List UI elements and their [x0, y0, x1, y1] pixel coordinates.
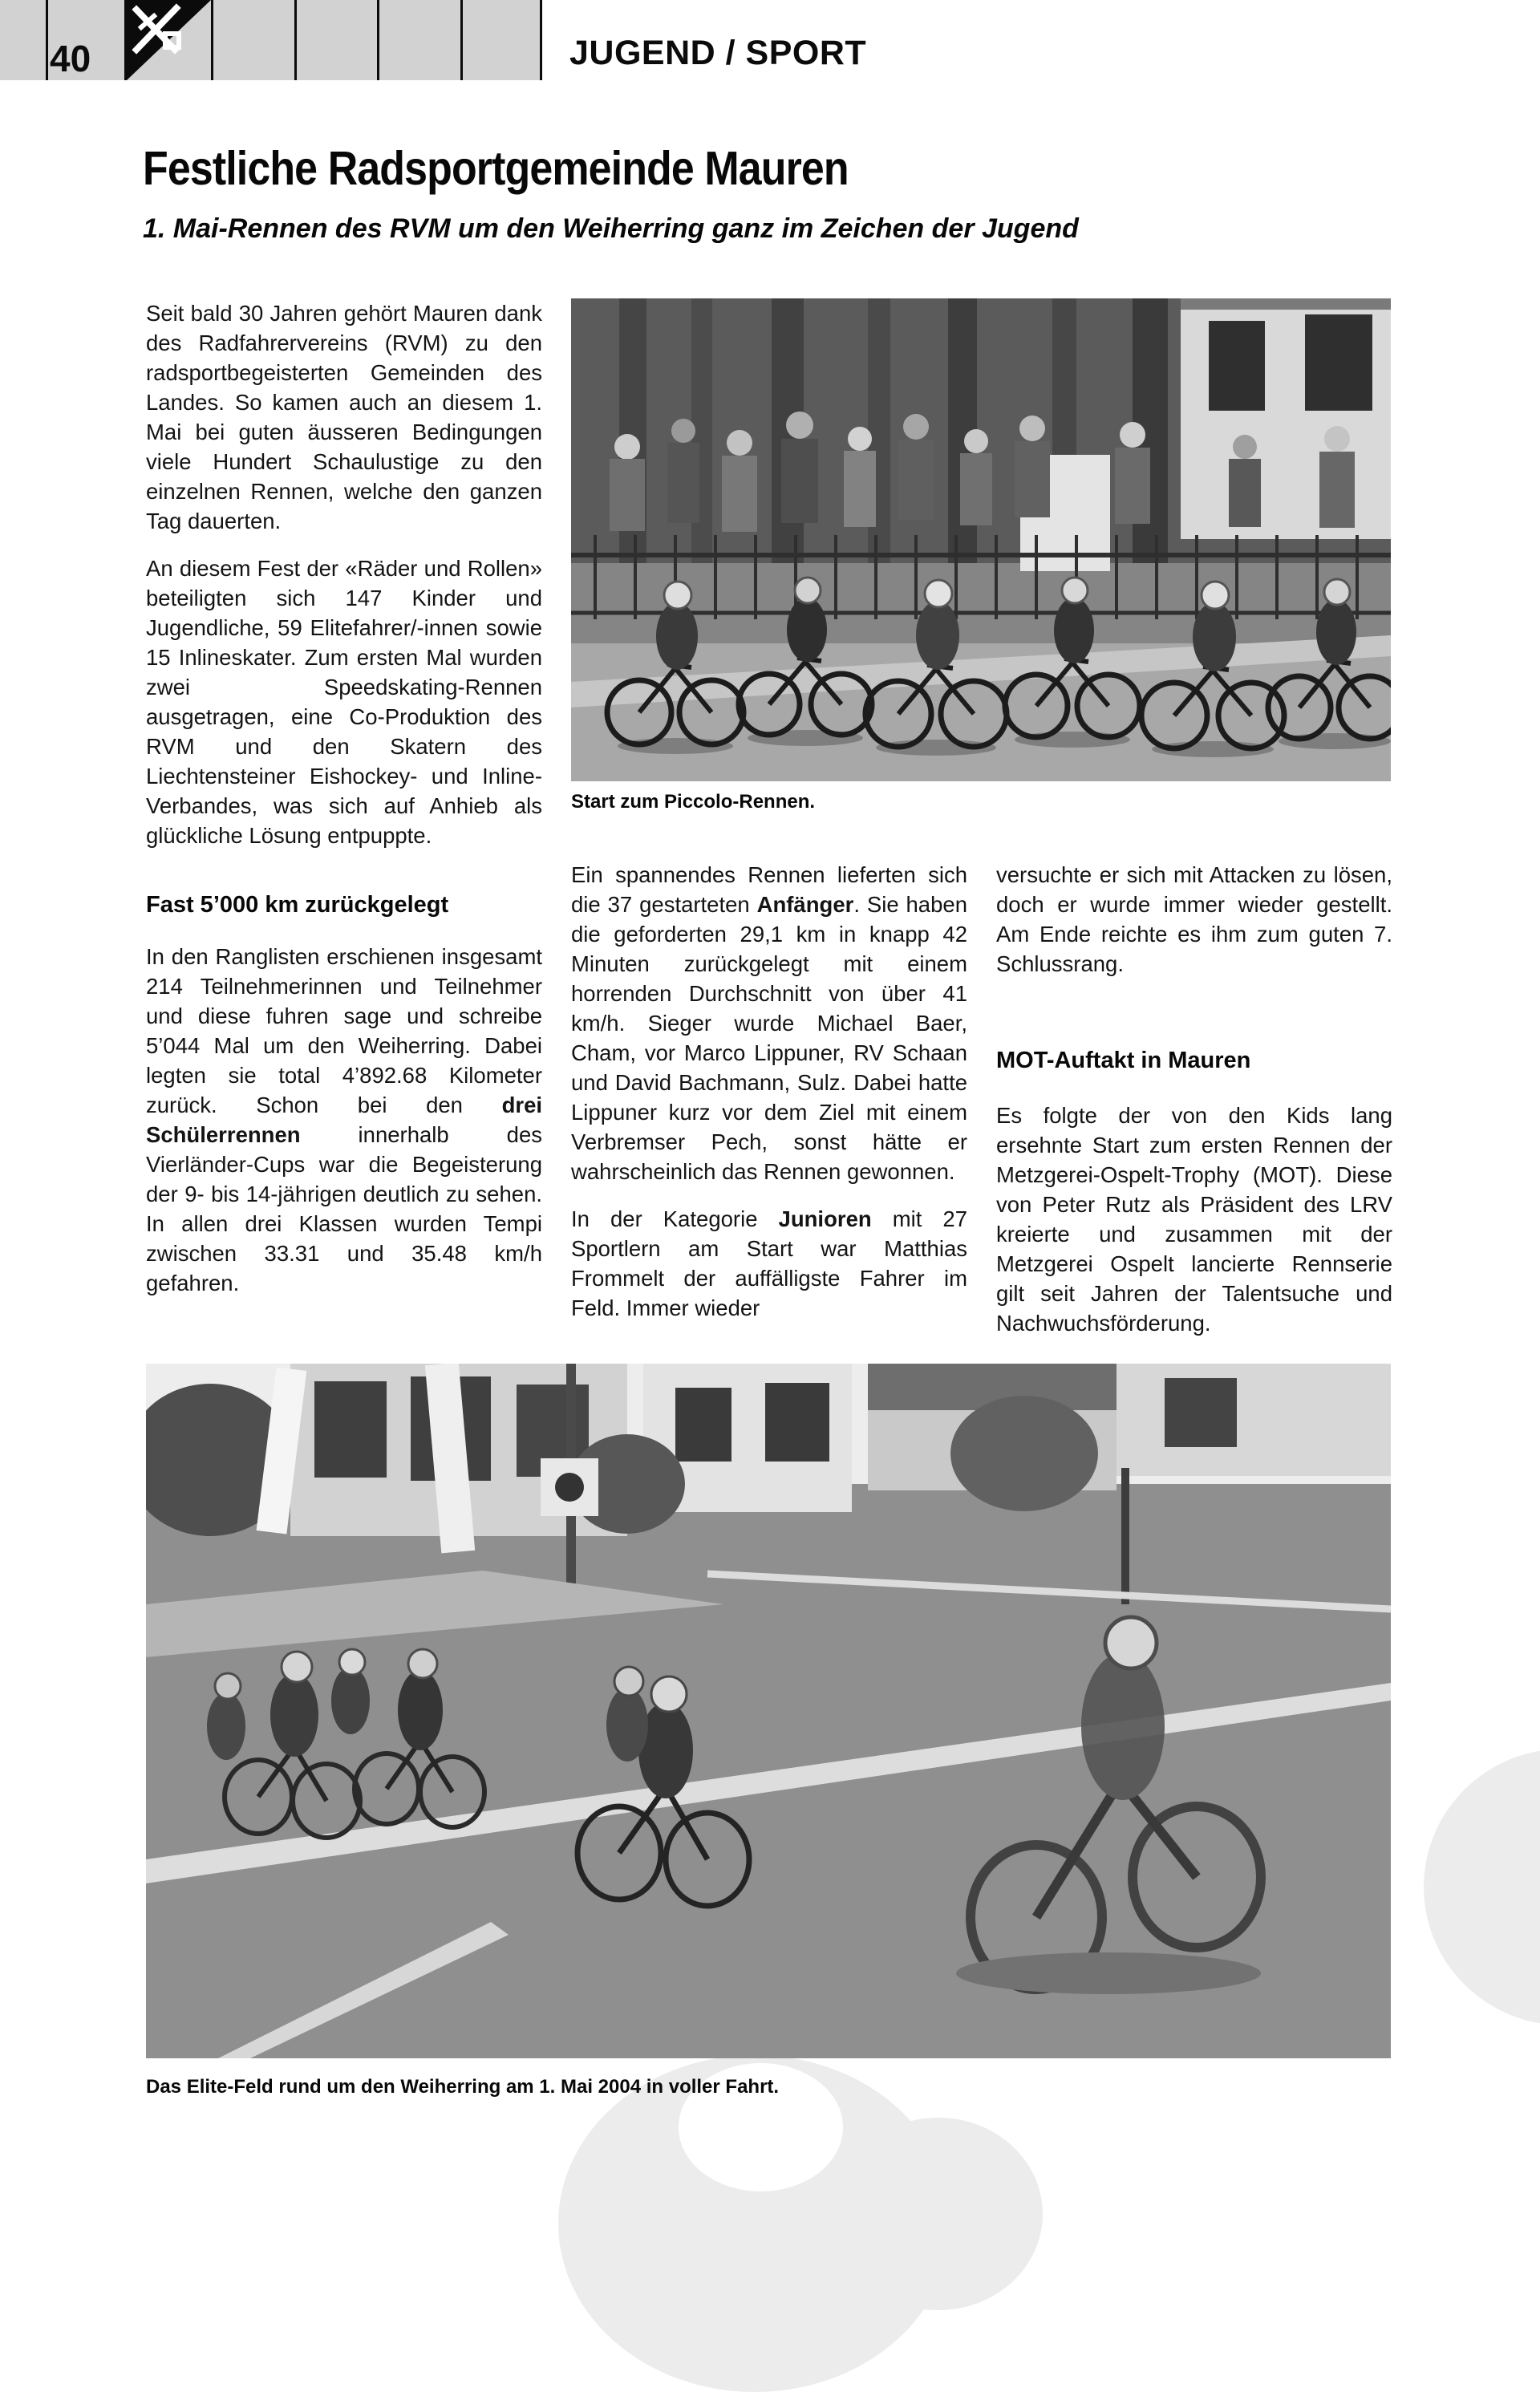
header-bar — [0, 0, 542, 80]
paragraph-bold-text: drei Schülerrennen — [146, 1093, 542, 1147]
building — [1181, 298, 1391, 539]
paragraph-text: mit 27 Sportlern am Start war Matthias Frommelt der auffälligste Fahrer im Feld. Immer wieder — [571, 1206, 968, 1320]
paragraph-text: . Sie haben die geforderten 29,1 km in knapp 42 Minuten zurückgelegt mit einem horrenden Durchschnitt von über 41 km/h. Sieger wurde Michael Baer, Cham, vor Marco Lippuner, RV Schaan und David Bachmann, Sulz. Dabei hatte Lippuner kurz vor dem Ziel mit einem Verbremser Pech, sonst hätte er wahrscheinlich das Rennen gewonnen. — [571, 892, 967, 1184]
photo-piccolo-illustration — [571, 298, 1391, 781]
header-divider — [460, 0, 463, 80]
paragraph: Seit bald 30 Jahren gehört Mauren dank des Radfahrervereins (RVM) zu den radsportbegeisterten Gemeinden des Landes. So kamen auch an diesem 1. Mai bei guten äusseren Bedingungen viele Hundert Schaulustige zu den einzelnen Rennen, welche den ganzen Tag dauerten. — [146, 301, 542, 533]
header-divider — [377, 0, 379, 80]
photo-elite-field — [146, 1364, 1391, 2058]
column-left — [146, 298, 542, 1316]
paragraph-bold-text: Junioren — [778, 1206, 872, 1231]
section-title: JUGEND / SPORT — [569, 34, 867, 72]
article-subtitle: 1. Mai-Rennen des RVM um den Weiherring ganz im Zeichen der Jugend — [143, 213, 1079, 244]
subheading-km: Fast 5’000 km zurückgelegt — [146, 892, 449, 918]
watermark-blob-right — [1424, 1749, 1540, 2025]
paragraph: Es folgte der von den Kids lang ersehnte Start zum ersten Rennen der Metzgerei-Ospelt-Trophy (MOT). Diese von Peter Rutz als Präsident des LRV kreierte und zusammen mit der Metzgerei Ospelt lancierte Rennserie gilt seit Jahren der Talentsuche und Nachwuchsförderung. — [996, 1103, 1392, 1336]
paragraph-text: Ein spannendes Rennen lieferten sich die 37 gestarteten — [571, 862, 967, 917]
paragraph-text: innerhalb des Vierländer-Cups war die Begeisterung der 9- bis 14-jährigen deutlich zu sehen. In allen drei Klassen wurden Tempi zwischen 33.31 und 35.48 km/h gefahren. — [146, 1122, 542, 1295]
paragraph: An diesem Fest der «Räder und Rollen» beteiligten sich 147 Kinder und Jugendliche, 59 Elitefahrer/-innen sowie 15 Inlineskater. Zum ersten Mal wurden zwei Speedskating-Rennen ausgetragen, eine Co-Produktion des RVM und den Skatern des Liechtensteiner Eishockey- und Inline-Verbandes, was sich auf Anhieb als glückliche Lösung entpuppte. — [146, 556, 542, 848]
header-divider — [211, 0, 213, 80]
paragraph: versuchte er sich mit Attacken zu lösen, doch er wurde immer wieder gestellt. Am Ende reichte es ihm zum guten 7. Schlussrang. — [996, 862, 1392, 976]
header-divider — [46, 0, 48, 80]
header-divider — [540, 0, 542, 80]
column-middle — [571, 860, 967, 1340]
paragraph — [146, 942, 542, 1298]
paragraph-text: In den Ranglisten erschienen insgesamt 214 Teilnehmerinnen und Teilnehmer und diese fuhren sage und schreibe 5’044 Mal um den Weiherring. Dabei legten sie total 4’892.68 Kilometer zurück. Schon bei den — [146, 944, 542, 1117]
mauren-logo — [127, 0, 211, 80]
crossed-sword-key-icon — [127, 0, 211, 80]
watermark-blob-bottom — [834, 2118, 1043, 2310]
article-title: Festliche Radsportgemeinde Mauren — [143, 142, 849, 195]
paragraph — [571, 1204, 967, 1323]
caption-piccolo: Start zum Piccolo-Rennen. — [571, 791, 816, 813]
column-right — [996, 860, 1392, 1356]
paragraph-bold-text: Anfänger — [756, 892, 854, 917]
page-number: 40 — [50, 38, 91, 79]
caption-elite: Das Elite-Feld rund um den Weiherring am 1. Mai 2004 in voller Fahrt. — [146, 2076, 780, 2098]
paragraph-text: In der Kategorie — [571, 1206, 779, 1231]
header-divider — [294, 0, 297, 80]
photo-elite-illustration — [146, 1364, 1391, 2058]
photo-piccolo-start — [571, 298, 1391, 781]
subheading-mot: MOT-Auftakt in Mauren — [996, 1048, 1251, 1073]
paragraph — [571, 860, 967, 1186]
